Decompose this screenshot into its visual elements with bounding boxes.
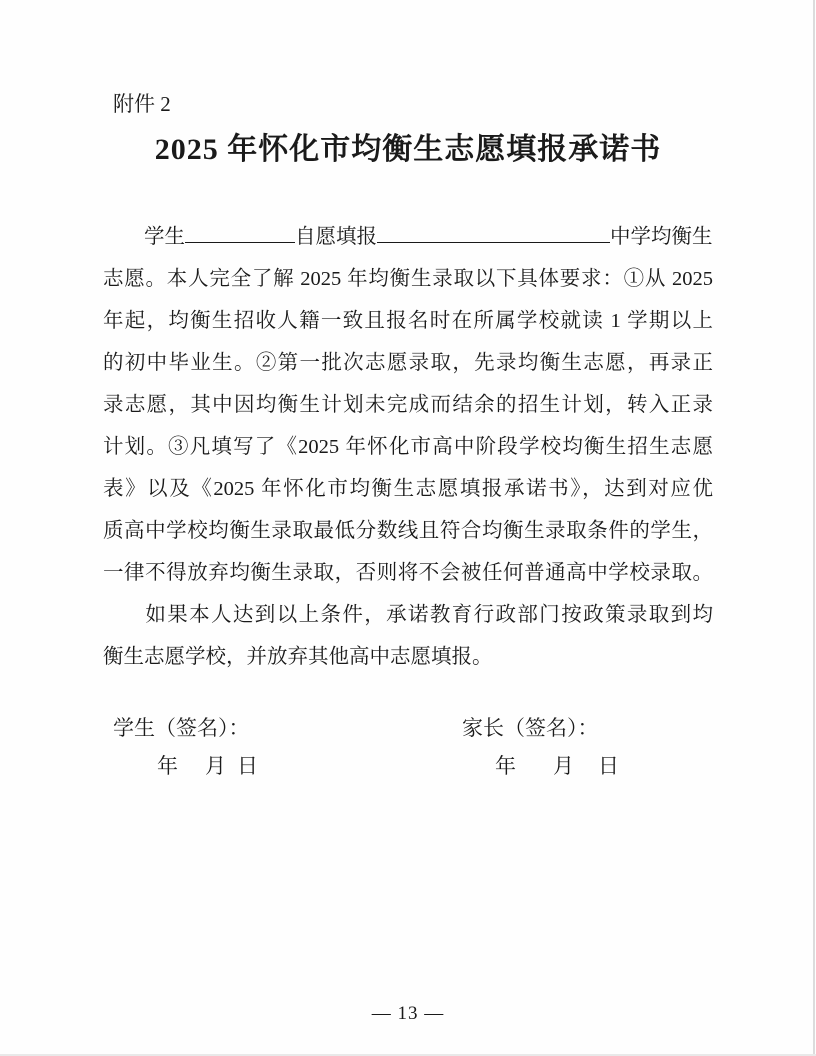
parent-date-year-label: 年 xyxy=(495,754,516,778)
paragraph1-line: 一律不得放弃均衡生录取，否则将不会被任何普通高中学校录取。 xyxy=(103,562,713,584)
student-date-month-label: 月 xyxy=(205,754,226,778)
paragraph1-line: 计划。③凡填写了《2025 年怀化市高中阶段学校均衡生招生志愿 xyxy=(103,436,713,458)
paragraph1-line: 志愿。本人完全了解 2025 年均衡生录取以下具体要求：①从 2025 xyxy=(103,268,713,290)
page-number: — 13 — xyxy=(371,1003,445,1024)
school-suffix-label: 中学均衡生 xyxy=(610,226,713,248)
parent-date-month-label: 月 xyxy=(553,754,574,778)
parent-signature-label: 家长（签名）： xyxy=(462,716,599,740)
paragraph1-line: 表》以及《2025 年怀化市均衡生志愿填报承诺书》，达到对应优 xyxy=(103,478,713,500)
paragraph1-line: 年起，均衡生招收人籍一致且报名时在所属学校就读 1 学期以上 xyxy=(103,310,713,332)
body-text xyxy=(103,216,713,678)
form-fill-line xyxy=(103,216,713,258)
paragraph2-line xyxy=(103,594,713,636)
student-name-blank-field xyxy=(185,240,295,243)
parent-date-day-label: 日 xyxy=(598,754,619,778)
paragraph1-line: 录志愿，其中因均衡生计划未完成而结余的招生计划，转入正录 xyxy=(103,394,713,416)
school-name-blank-field xyxy=(377,240,610,243)
attachment-label: 附件 2 xyxy=(113,92,171,116)
fill-label: 自愿填报 xyxy=(295,226,377,248)
document-title: 2025 年怀化市均衡生志愿填报承诺书 xyxy=(154,133,662,166)
student-date-day-label: 日 xyxy=(237,754,258,778)
student-label: 学生 xyxy=(144,226,185,248)
paragraph2-line: 衡生志愿学校，并放弃其他高中志愿填报。 xyxy=(103,646,493,668)
student-date-year-label: 年 xyxy=(157,754,178,778)
student-signature-label: 学生（签名）： xyxy=(113,716,250,740)
paragraph1-line: 质高中学校均衡生录取最低分数线且符合均衡生录取条件的学生， xyxy=(103,520,713,542)
paragraph2-line-text: 如果本人达到以上条件，承诺教育行政部门按政策录取到均 xyxy=(144,604,713,626)
paragraph1-line: 的初中毕业生。②第一批次志愿录取，先录均衡生志愿，再录正 xyxy=(103,352,713,374)
